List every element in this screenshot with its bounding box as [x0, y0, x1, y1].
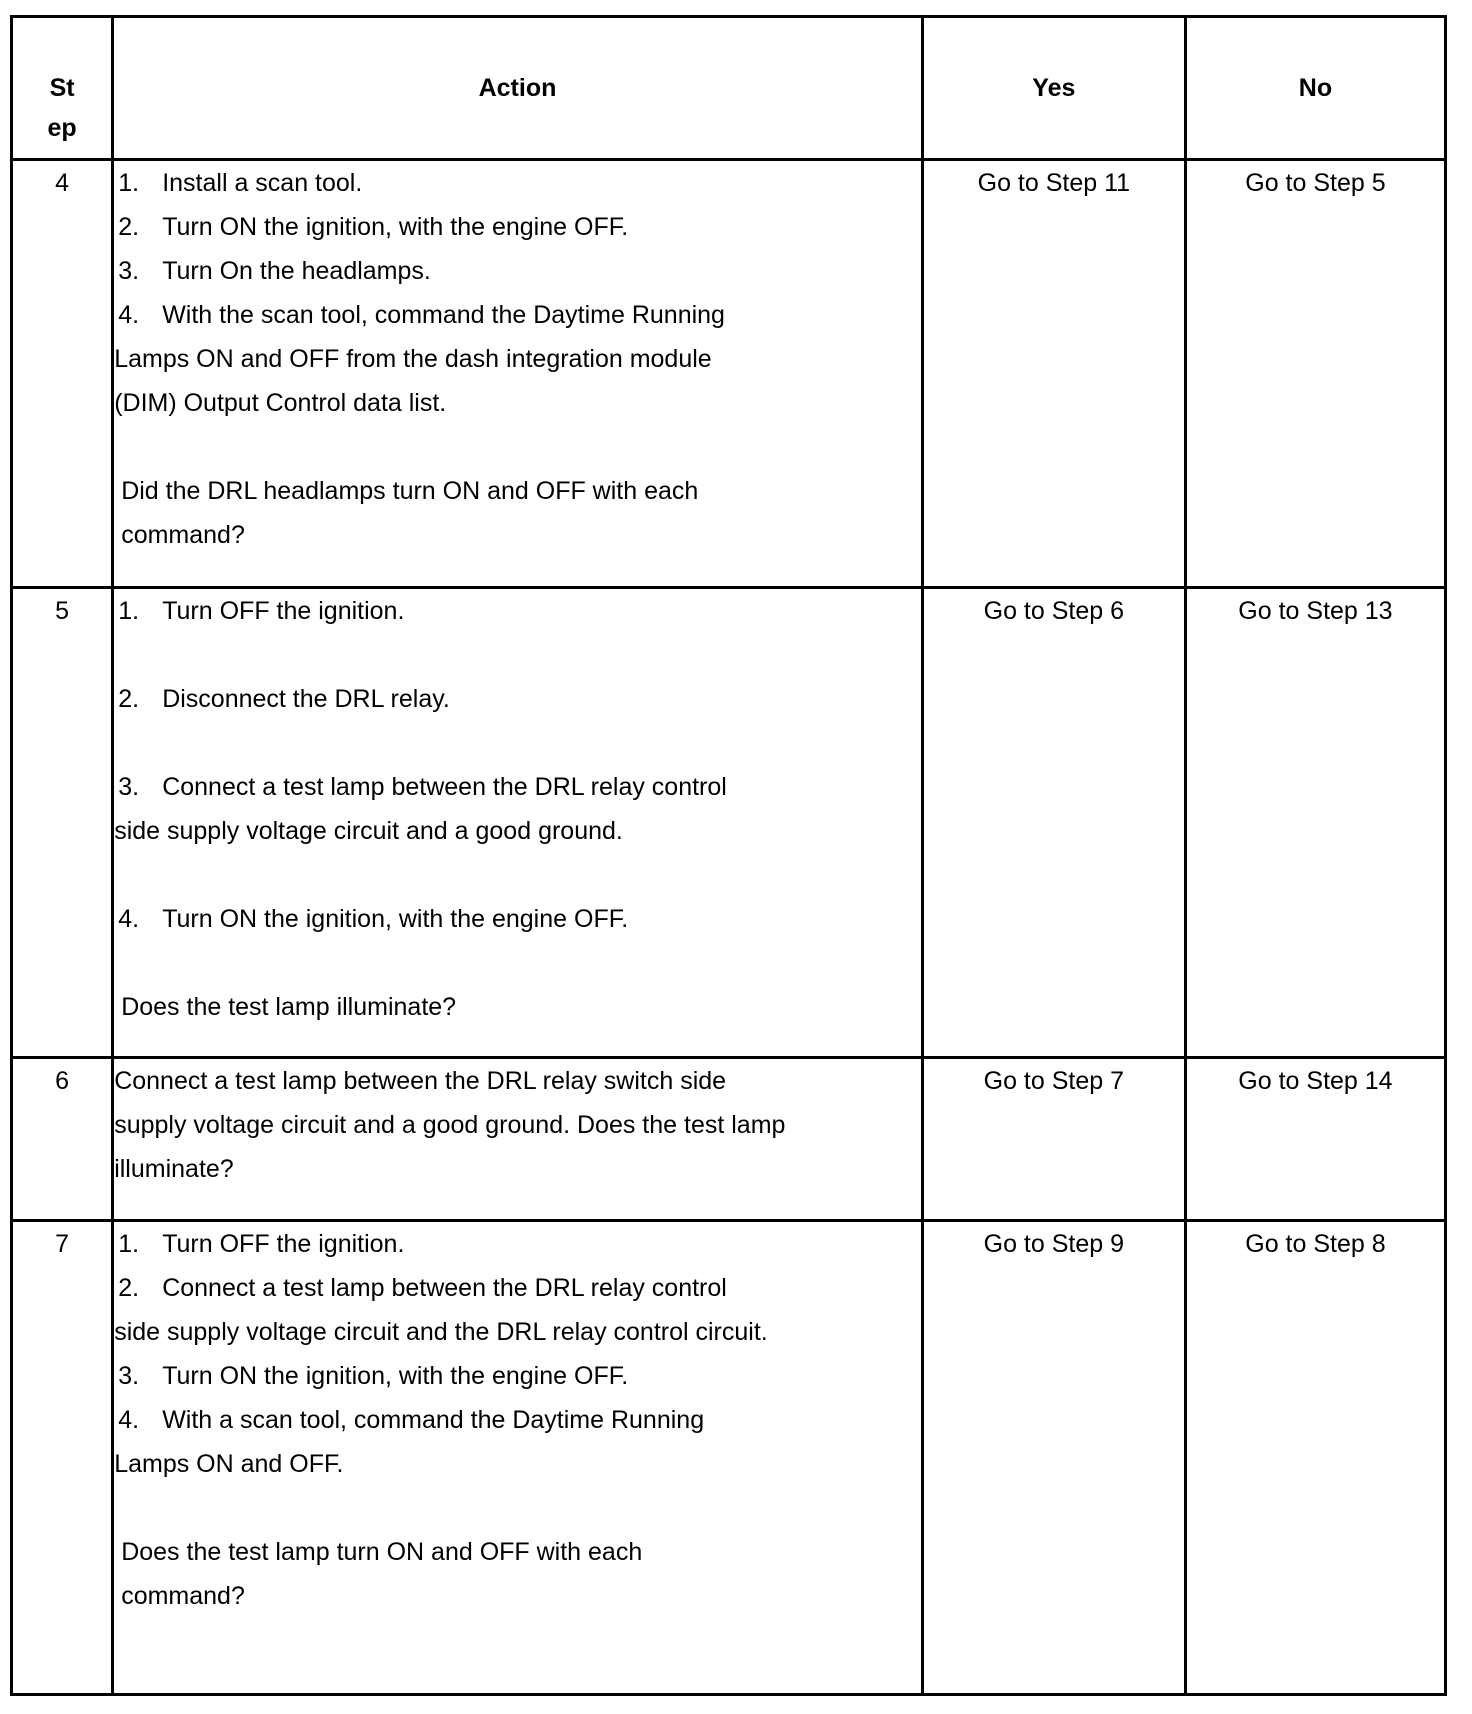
action-step: 4. With the scan tool, command the Daytime Running Lamps ON and OFF from the dash integration module (DIM) Output Control data list. — [114, 301, 725, 417]
no-result: Go to Step 8 — [1185, 1221, 1445, 1695]
header-step: St ep — [12, 17, 113, 160]
yes-result: Go to Step 7 — [922, 1058, 1185, 1221]
header-action: Action — [113, 17, 923, 160]
no-result: Go to Step 14 — [1185, 1058, 1445, 1221]
action-step: 3. Turn ON the ignition, with the engine OFF. — [118, 1362, 629, 1390]
step-number: 5 — [12, 588, 113, 1058]
table-row — [12, 1221, 1446, 1695]
step-number: 4 — [12, 160, 113, 588]
action-step: 3. Connect a test lamp between the DRL relay control side supply voltage circuit and a good ground. — [114, 773, 727, 845]
action-cell — [113, 160, 923, 588]
action-cell — [113, 1058, 923, 1221]
action-step: 2. Connect a test lamp between the DRL relay control side supply voltage circuit and the DRL relay control circuit. — [114, 1274, 768, 1346]
table-row — [12, 1058, 1446, 1221]
action-step: 2. Turn ON the ignition, with the engine OFF. — [118, 213, 629, 241]
table-row — [12, 588, 1446, 1058]
action-question: Did the DRL headlamps turn ON and OFF with each command? — [121, 477, 699, 549]
yes-result: Go to Step 9 — [922, 1221, 1185, 1695]
action-step: 3. Turn On the headlamps. — [118, 257, 431, 285]
action-step: 1. Turn OFF the ignition. — [118, 1230, 405, 1258]
step-number: 6 — [12, 1058, 113, 1221]
no-result: Go to Step 5 — [1185, 160, 1445, 588]
header-no: No — [1185, 17, 1445, 160]
step-number: 7 — [12, 1221, 113, 1695]
diagnostic-procedure-page — [10, 15, 1447, 1696]
header-yes: Yes — [922, 17, 1185, 160]
action-step: 1. Install a scan tool. — [118, 169, 363, 197]
yes-result: Go to Step 6 — [922, 588, 1185, 1058]
action-step: 4. Turn ON the ignition, with the engine OFF. — [118, 905, 629, 933]
diagnostic-table — [10, 15, 1447, 1696]
table-row — [12, 160, 1446, 588]
action-cell — [113, 1221, 923, 1695]
header-row — [12, 17, 1446, 160]
action-question: Does the test lamp illuminate? — [121, 993, 457, 1021]
action-question: Does the test lamp turn ON and OFF with each command? — [121, 1538, 643, 1610]
action-step: 4. With a scan tool, command the Daytime Running Lamps ON and OFF. — [114, 1406, 705, 1478]
action-step: 2. Disconnect the DRL relay. — [118, 685, 450, 713]
no-result: Go to Step 13 — [1185, 588, 1445, 1058]
yes-result: Go to Step 11 — [922, 160, 1185, 588]
action-cell — [113, 588, 923, 1058]
action-step: 1. Turn OFF the ignition. — [118, 597, 405, 625]
action-text: Connect a test lamp between the DRL relay switch side supply voltage circuit and a good ground. Does the test lamp illuminate? — [114, 1067, 786, 1183]
